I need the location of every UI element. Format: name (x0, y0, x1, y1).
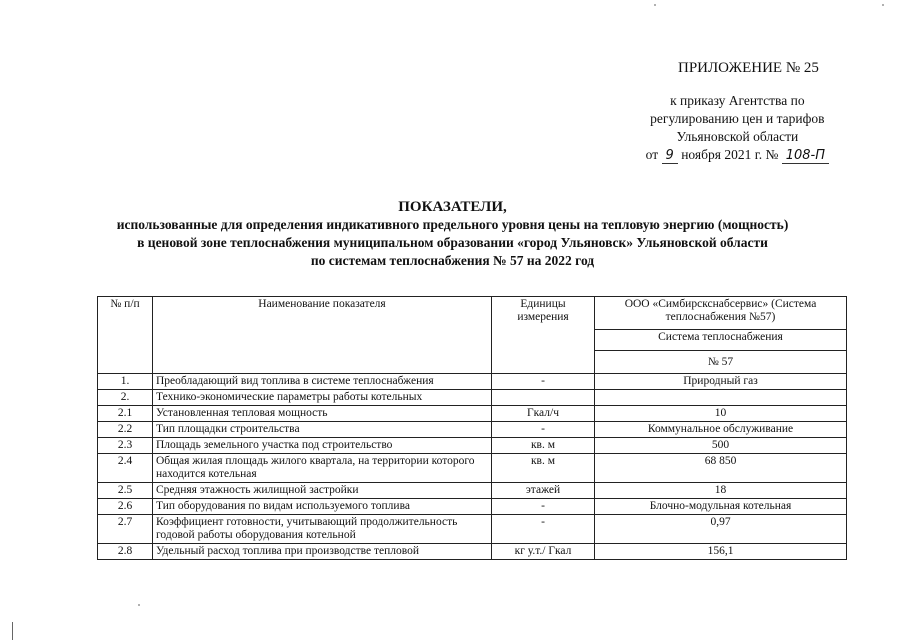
row-num: 2.1 (98, 406, 153, 422)
order-date-middle: ноября 2021 г. № (681, 147, 779, 162)
row-unit: кг у.т./ Гкал (492, 544, 595, 560)
row-num: 2.7 (98, 515, 153, 544)
row-name: Удельный расход топлива при производстве тепловой (153, 544, 492, 560)
scan-speck (654, 4, 656, 6)
row-value: Блочно-модульная котельная (595, 499, 847, 515)
row-num: 2.5 (98, 483, 153, 499)
order-date-line (646, 146, 829, 165)
header-system: Система теплоснабжения (595, 330, 847, 351)
table-row (98, 390, 847, 406)
row-value (595, 390, 847, 406)
row-value: 156,1 (595, 544, 847, 560)
row-value: 500 (595, 438, 847, 454)
table-row (98, 438, 847, 454)
row-value: Природный газ (595, 374, 847, 390)
header-org: ООО «Симбирскснабсервис» (Система теплоснабжения №57) (595, 297, 847, 330)
row-num: 2.2 (98, 422, 153, 438)
indicators-table (97, 296, 847, 560)
row-value: 68 850 (595, 454, 847, 483)
header-row (98, 297, 847, 330)
title-line-3: по системам теплоснабжения № 57 на 2022 год (310, 253, 595, 268)
order-line-2: регулированию цен и тарифов (650, 111, 825, 126)
row-name: Установленная тепловая мощность (153, 406, 492, 422)
appendix-label: ПРИЛОЖЕНИЕ № 25 (678, 60, 819, 76)
row-unit: кв. м (492, 438, 595, 454)
order-number: 108-П (782, 148, 829, 164)
row-unit: - (492, 422, 595, 438)
header-unit: Единицы измерения (492, 297, 595, 374)
table-row (98, 406, 847, 422)
order-date-prefix: от (645, 147, 659, 162)
title-line-1: использованные для определения индикативного предельного уровня цены на тепловую энергию (мощность) (116, 217, 789, 232)
row-name: Тип площадки строительства (153, 422, 492, 438)
row-unit: этажей (492, 483, 595, 499)
table-row (98, 422, 847, 438)
header-num: № п/п (98, 297, 153, 374)
row-unit: - (492, 374, 595, 390)
row-name: Тип оборудования по видам используемого топлива (153, 499, 492, 515)
scan-edge-mark (12, 622, 13, 640)
header-system-no: № 57 (595, 351, 847, 374)
order-line-3: Ульяновской области (676, 129, 799, 144)
table-row (98, 483, 847, 499)
row-unit: - (492, 499, 595, 515)
row-value: Коммунальное обслуживание (595, 422, 847, 438)
order-line-1: к приказу Агентства по (670, 93, 805, 108)
order-reference (646, 92, 829, 165)
document-title (0, 198, 905, 270)
row-unit: кв. м (492, 454, 595, 483)
row-value: 18 (595, 483, 847, 499)
title-line-2: в ценовой зоне теплоснабжения муниципальном образовании «город Ульяновск» Ульяновской области (137, 235, 768, 250)
scan-speck (138, 604, 140, 606)
row-name: Преобладающий вид топлива в системе теплоснабжения (153, 374, 492, 390)
table-row (98, 374, 847, 390)
order-day: 9 (662, 148, 678, 164)
table-row (98, 515, 847, 544)
row-num: 2.3 (98, 438, 153, 454)
row-num: 1. (98, 374, 153, 390)
row-name: Общая жилая площадь жилого квартала, на территории которого находится котельная (153, 454, 492, 483)
row-num: 2.6 (98, 499, 153, 515)
title-main: ПОКАЗАТЕЛИ, (398, 199, 507, 215)
table-row (98, 499, 847, 515)
table-row (98, 544, 847, 560)
row-num: 2.4 (98, 454, 153, 483)
row-unit: Гкал/ч (492, 406, 595, 422)
row-name: Технико-экономические параметры работы котельных (153, 390, 492, 406)
row-num: 2.8 (98, 544, 153, 560)
row-unit: - (492, 515, 595, 544)
row-name: Средняя этажность жилищной застройки (153, 483, 492, 499)
table-body (98, 374, 847, 560)
row-value: 10 (595, 406, 847, 422)
row-num: 2. (98, 390, 153, 406)
header-name: Наименование показателя (153, 297, 492, 374)
scan-speck (882, 4, 884, 6)
row-unit (492, 390, 595, 406)
row-name: Площадь земельного участка под строительство (153, 438, 492, 454)
table-row (98, 454, 847, 483)
row-name: Коэффициент готовности, учитывающий продолжительность годовой работы оборудования котельной (153, 515, 492, 544)
row-value: 0,97 (595, 515, 847, 544)
